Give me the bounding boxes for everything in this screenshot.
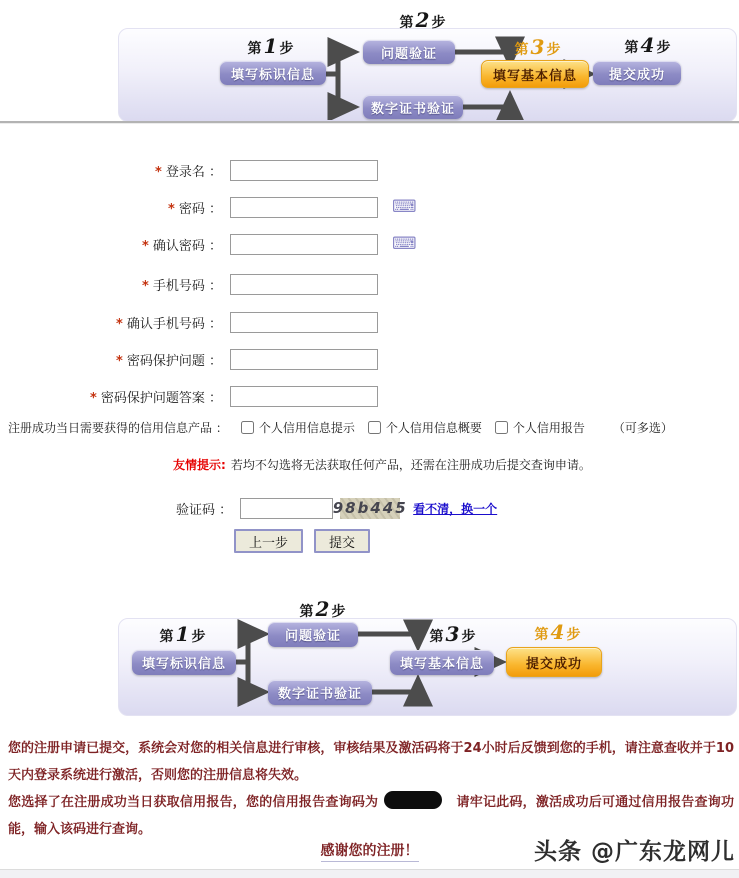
flow-box-fill-basic-info: 填写基本信息 [390,650,494,675]
step1-prefix: 第 [247,41,263,57]
flow-box-question-verify: 问题验证 [268,622,358,647]
flow-bottom-step4-label [513,620,603,644]
product-option-credit-summary[interactable]: 个人信用信息概要 [368,419,482,436]
required-mark: * [90,390,97,406]
credit-report-checkbox[interactable] [495,421,508,434]
confirm-password-input[interactable] [230,234,378,255]
credit-products-row [8,419,673,436]
flow-box-fill-id-info: 填写标识信息 [132,650,236,675]
step4-prefix: 第 [624,40,640,56]
result-paragraph-2: 您选择了在注册成功当日获取信用报告，您的信用报告查询码为 请牢记此码，激活成功后可通过信用报告查询功能，输入该码进行查询。 [8,789,734,843]
thanks-message: 感谢您的注册！ [0,840,739,860]
security-question-input[interactable] [230,349,378,370]
confirm-mobile-label: * 确认手机号码 ： [116,316,222,332]
submit-button[interactable]: 提交 [314,529,370,553]
product-option-credit-report[interactable]: 个人信用报告 [495,419,585,436]
required-mark: * [142,238,149,254]
step3-prefix: 第 [514,42,530,58]
required-mark: * [116,353,123,369]
step4-suffix: 步 [566,627,582,643]
flow-top-step2-label [373,8,473,32]
captcha-input[interactable] [240,498,333,519]
step4-number: 4 [640,33,656,57]
credit-tip-checkbox[interactable] [241,421,254,434]
mobile-label: * 手机号码 ： [142,278,222,294]
step1-suffix: 步 [191,629,207,645]
password-input[interactable] [230,197,378,218]
captcha-label: 验证码 ： [176,502,233,518]
credit-products-label: 注册成功当日需要获得的信用信息产品 ： [8,421,228,435]
step2-number: 2 [415,8,431,32]
password-label: * 密码 ： [168,201,222,217]
login-name-label: * 登录名 ： [155,164,222,180]
required-mark: * [155,164,162,180]
captcha-row [176,496,497,520]
flow-box-submit-success: 提交成功 [593,61,681,85]
step3-prefix: 第 [429,629,445,645]
credit-summary-checkbox[interactable] [368,421,381,434]
required-mark: * [142,278,149,294]
confirm-mobile-input[interactable] [230,312,378,333]
flow-diagram-top [118,8,737,120]
flow-box-fill-basic-info-current: 填写基本信息 [481,60,589,88]
step1-suffix: 步 [279,41,295,57]
captcha-refresh-link[interactable]: 看不清，换一个 [413,501,498,516]
step2-prefix: 第 [299,604,315,620]
flow-top-step4-label [603,33,693,57]
flow-box-certificate-verify: 数字证书验证 [268,680,372,705]
keyboard-icon[interactable]: ⌨ [392,196,417,217]
step3-number: 3 [530,35,546,59]
friendly-tip-text: 若均不勾选将无法获取任何产品，还需在注册成功后提交查询申请。 [230,458,591,472]
keyboard-icon[interactable]: ⌨ [392,233,417,254]
step2-number: 2 [315,597,331,621]
required-mark: * [168,201,175,217]
multi-select-note: （可多选） [612,421,673,435]
form-row-security-question [0,347,378,371]
form-row-password [0,195,417,219]
form-row-mobile [0,272,378,296]
toutiao-watermark: 头条 @广东龙网儿 [533,839,735,865]
redacted-query-code [384,791,442,809]
registration-result-text [8,735,734,843]
form-buttons-row [0,529,739,555]
result-paragraph-1: 您的注册申请已提交，系统会对您的相关信息进行审核，审核结果及激活码将于24小时后反馈到您的手机，请注意查收并于10天内登录系统进行激活，否则您的注册信息将失效。 [8,741,734,783]
step2-prefix: 第 [399,15,415,31]
flow-diagram-bottom [118,592,737,718]
security-question-label: * 密码保护问题 ： [116,353,222,369]
flow-box-fill-id-info: 填写标识信息 [220,61,326,85]
step1-number: 1 [175,622,191,646]
flow-bottom-step1-label [143,622,223,646]
product-option-credit-tip[interactable]: 个人信用信息提示 [241,419,355,436]
previous-step-button[interactable]: 上一步 [234,529,303,553]
step2-suffix: 步 [331,604,347,620]
step1-number: 1 [263,34,279,58]
step1-prefix: 第 [159,629,175,645]
flow-bottom-step2-label [273,597,373,621]
form-row-confirm-mobile [0,310,378,334]
form-row-confirm-password [0,232,417,256]
step4-prefix: 第 [534,627,550,643]
flow-box-question-verify: 问题验证 [363,40,455,64]
friendly-tip [173,456,591,473]
flow-bottom-step3-label [408,622,498,646]
step3-number: 3 [445,622,461,646]
mobile-input[interactable] [230,274,378,295]
header-divider [0,121,739,123]
security-answer-label: * 密码保护问题答案 ： [90,390,222,406]
step3-suffix: 步 [461,629,477,645]
confirm-password-label: * 确认密码 ： [142,238,222,254]
step3-suffix: 步 [546,42,562,58]
flow-top-step1-label [236,34,306,58]
captcha-image: 98b445 [332,499,408,517]
step4-number: 4 [550,620,566,644]
form-row-login-name [0,158,378,182]
required-mark: * [116,316,123,332]
flow-box-submit-success-current: 提交成功 [506,647,602,677]
flow-box-certificate-verify: 数字证书验证 [363,95,463,119]
flow-top-step3-label [493,35,583,59]
security-answer-input[interactable] [230,386,378,407]
login-name-input[interactable] [230,160,378,181]
step4-suffix: 步 [656,40,672,56]
form-row-security-answer [0,384,378,408]
step2-suffix: 步 [431,15,447,31]
friendly-tip-label: 友情提示: [173,458,226,472]
